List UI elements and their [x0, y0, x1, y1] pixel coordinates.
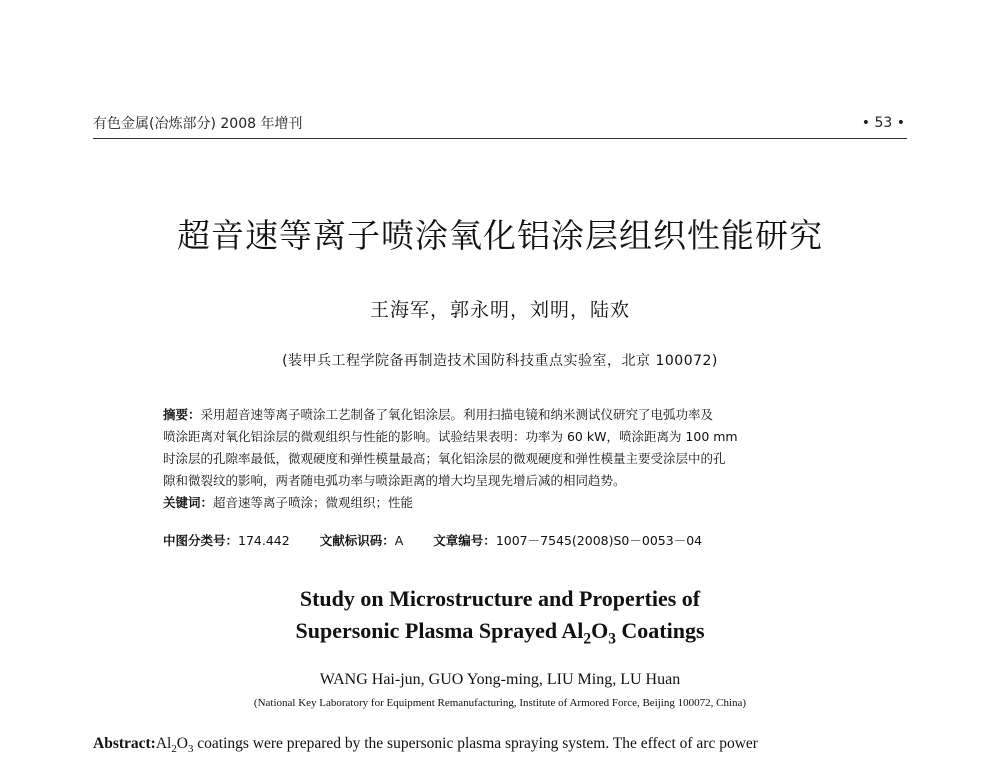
abstract-cn-line: 隙和微裂纹的影响，两者随电弧功率与喷涂距离的增大均呈现先增后减的相同趋势。 [163, 473, 626, 488]
article-no-value: 1007－7545(2008)S0－0053－04 [495, 533, 703, 548]
doc-code-value: A [394, 533, 404, 548]
paper-title-en-line2: Supersonic Plasma Sprayed $Al_2O_3$ Coatings [295, 618, 705, 648]
abstract-cn-line: 喷涂距离对氧化铝涂层的微观组织与性能的影响。试验结果表明：功率为 60 kW，喷涂距离为 100 mm [163, 429, 738, 444]
journal-name: 有色金属(冶炼部分) 2008 年增刊 [93, 116, 303, 132]
abstract-en-label: Abstract: [93, 735, 156, 752]
clc-value: 174.442 [238, 533, 290, 548]
abstract-cn-line: 时涂层的孔隙率最低，微观硬度和弹性模量最高；氧化铝涂层的微观硬度和弹性模量主要受涂层中的孔 [163, 451, 726, 466]
affiliation-cn: (装甲兵工程学院备再制造技术国防科技重点实验室，北京 100072) [282, 353, 718, 369]
keywords-label: 关键词： [163, 495, 214, 510]
keywords-cn [163, 492, 848, 514]
classification-line [163, 531, 863, 549]
paper-title-en-line1: Study on Microstructure and Properties of [299, 586, 701, 611]
abstract-cn [163, 404, 848, 514]
authors-en: WANG Hai-jun, GUO Yong-ming, LIU Ming, LU Huan [319, 671, 681, 688]
header-divider [93, 138, 907, 139]
doc-code-label: 文献标识码： [319, 533, 395, 548]
paper-title-cn: 超音速等离子喷涂氧化铝涂层组织性能研究 [177, 216, 823, 255]
abstract-en: $Abstract:Al_2O_3$ coatings were prepared by the supersonic plasma spraying system. The effect of arc power [93, 735, 758, 756]
page-number: • 53 • [861, 115, 905, 131]
paper-title-en [0, 583, 1000, 655]
authors-cn: 王海军，郭永明，刘明，陆欢 [369, 299, 630, 321]
running-header [93, 113, 905, 133]
abstract-cn-line: 摘要：采用超音速等离子喷涂工艺制备了氧化铝涂层。利用扫描电镜和纳米测试仪研究了电弧功率及 [163, 407, 714, 422]
clc-label: 中图分类号： [163, 533, 239, 548]
keywords-value: 超音速等离子喷涂；微观组织；性能 [213, 495, 414, 510]
affiliation-en: (National Key Laboratory for Equipment Remanufacturing, Institute of Armored Force, Beijing 100072, China) [253, 697, 747, 709]
article-no-label: 文章编号： [433, 533, 496, 548]
abstract-cn-label: 摘要： [163, 407, 201, 422]
